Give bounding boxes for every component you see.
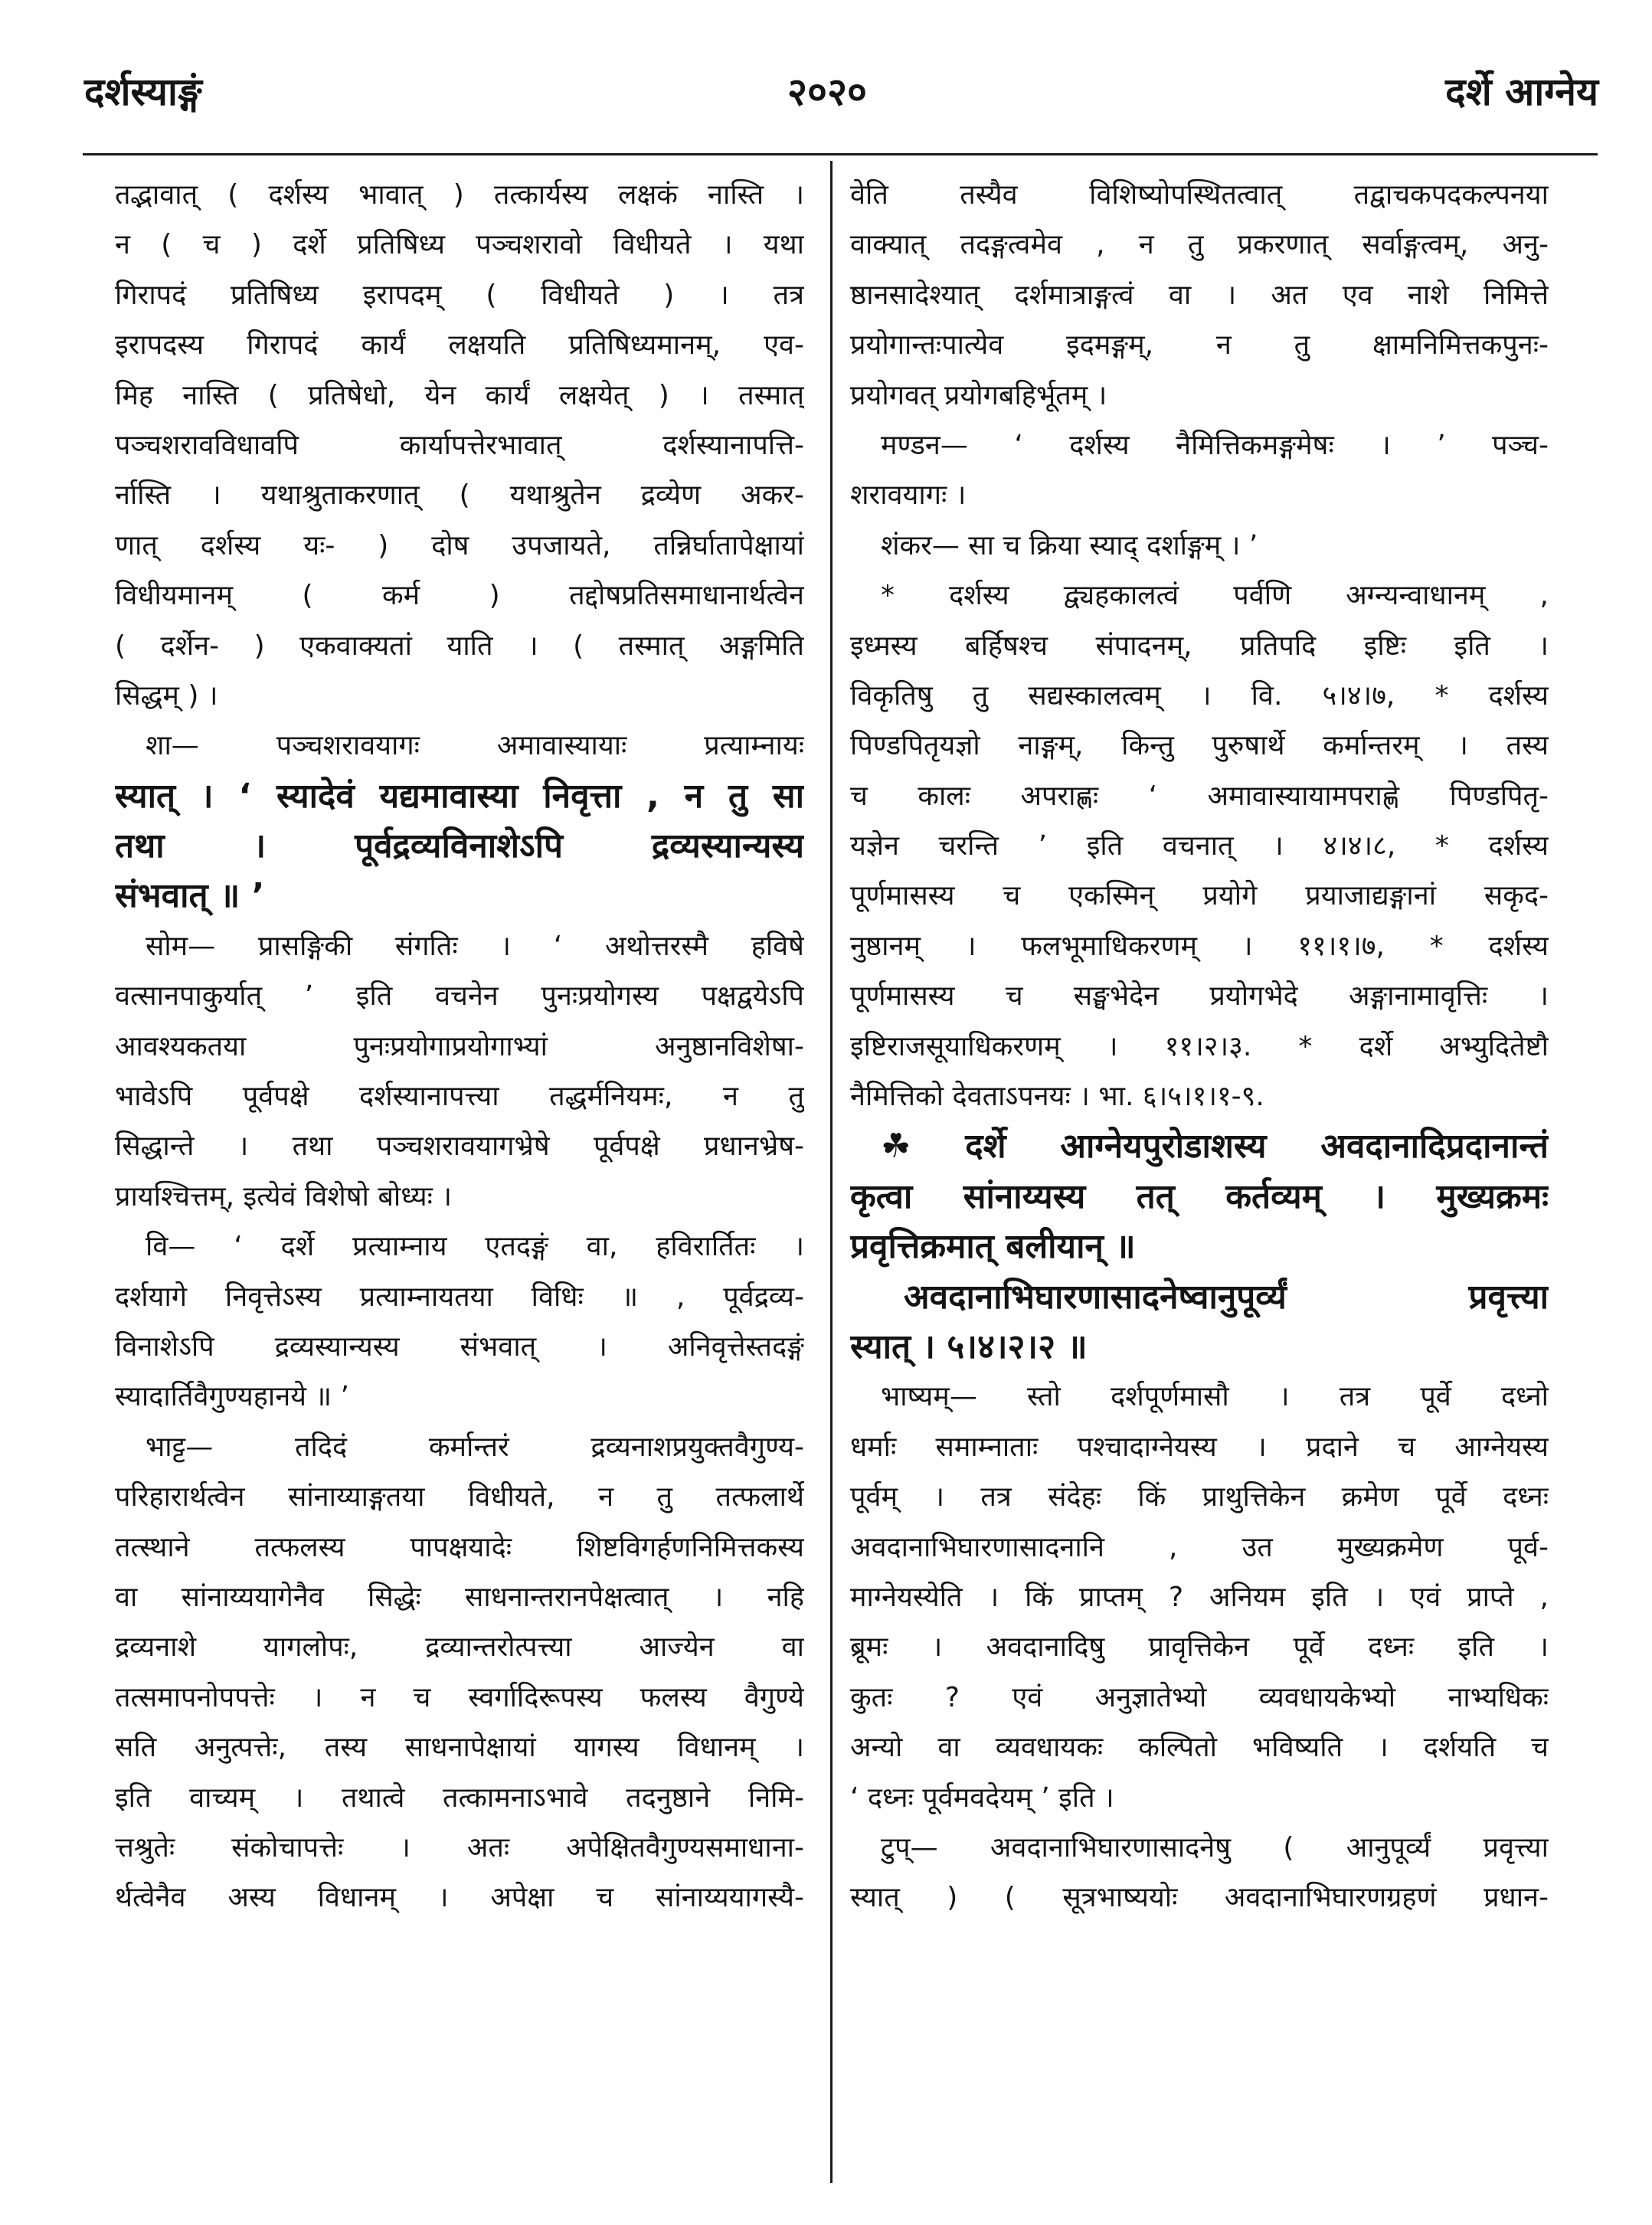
running-head-left: दर्शस्याङ्गं xyxy=(84,70,202,114)
text-line: कृत्वा सांनाय्यस्य तत् कर्तव्यम् । मुख्यक्रमः xyxy=(850,1176,1549,1216)
text-line: पूर्णमासस्य च सङ्घभेदेन प्रयोगभेदे अङ्गानामावृत्तिः । xyxy=(850,980,1549,1013)
column-divider xyxy=(830,161,833,2183)
text-line: नुष्ठानम् । फलभूमाधिकरणम् । ११।१।७, * दर्शस्य xyxy=(850,930,1549,962)
text-line: नैमित्तिको देवताऽपनयः । भा. ६।५।१।१-९. xyxy=(850,1081,1264,1113)
text-line: धर्माः समाम्नाताः पश्चादाग्नेयस्य । प्रदाने च आग्नेयस्य xyxy=(850,1431,1549,1463)
text-line: सिद्धान्ते । तथा पञ्चशरावयागभ्रेषे पूर्वपक्षे प्रधानभ्रेष- xyxy=(115,1130,804,1163)
text-line: द्रव्यनाशे यागलोपः, द्रव्यान्तरोत्पत्त्या आज्येन वा xyxy=(115,1631,804,1664)
text-line: परिहारार्थत्वेन सांनाय्याङ्गतया विधीयते, न तु तत्फलार्थे xyxy=(115,1481,804,1513)
text-line: प्रयोगवत् प्रयोगबहिर्भूतम् । xyxy=(850,379,1107,411)
text-line: मण्डन— ‘ दर्शस्य नैमित्तिकमङ्गमेषः । ’ पञ्च- xyxy=(881,429,1549,461)
text-line: पञ्चशरावविधावपि कार्यापत्तेरभावात् दर्शस्यानापत्ति- xyxy=(115,429,804,461)
text-line: भावेऽपि पूर्वपक्षे दर्शस्यानापत्त्या तद्धर्मनियमः, न तु xyxy=(115,1081,804,1113)
text-line: ‘ दध्नः पूर्वमवदेयम् ’ इति । xyxy=(850,1782,1114,1814)
text-line: शा— पञ्चशरावयागः अमावास्यायाः प्रत्याम्नायः xyxy=(146,730,804,762)
text-line: शरावयागः । xyxy=(850,479,967,512)
text-line: * दर्शस्य द्व्यहकालत्वं पर्वणि अग्न्यन्वाधानम् , xyxy=(881,580,1549,612)
text-line: अन्यो वा व्यवधायकः कल्पितो भविष्यति । दर्शयति च xyxy=(850,1732,1549,1764)
text-line: विनाशेऽपि द्रव्यस्यान्यस्य संभवात् । अनिवृत्तेस्तदङ्गं xyxy=(115,1330,804,1363)
text-line: ष्ठानसादेश्यात् दर्शमात्राङ्गत्वं वा । अत एव नाशे निमित्ते xyxy=(850,279,1549,311)
text-line: टुप्— अवदानाभिघारणासादनेषु ( आनुपूर्व्यं प्रवृत्त्या xyxy=(881,1831,1549,1863)
text-line: शंकर— सा च क्रिया स्याद् दर्शाङ्गम् । ’ xyxy=(881,529,1258,561)
text-line: पूर्वम् । तत्र संदेहः किं प्राथुत्तिकेन क्रमेण पूर्वे दध्नः xyxy=(850,1481,1549,1513)
text-line: वत्सानपाकुर्यात् ’ इति वचनेन पुनःप्रयोगस्य पक्षद्वयेऽपि xyxy=(115,980,804,1013)
text-line: प्रयोगान्तःपात्येव इदमङ्गम्, न तु क्षामनिमित्तकपुनः- xyxy=(850,329,1549,362)
text-line: ☘ दर्शे आग्नेयपुरोडाशस्य अवदानादिप्रदानान्तं xyxy=(881,1127,1549,1166)
text-line: तथा । पूर्वद्रव्यविनाशेऽपि द्रव्यस्यान्यस्य xyxy=(115,826,804,866)
left-column xyxy=(115,170,804,1973)
header-rule xyxy=(83,153,1598,155)
text-line: च कालः अपराह्णः ‘ अमावास्यायामपराह्णे पिण्डपितृ- xyxy=(850,780,1549,812)
text-line: ब्रूमः । अवदानादिषु प्रावृत्तिकेन पूर्वे दध्नः इति । xyxy=(850,1631,1549,1664)
text-line: तत्समापनोपपत्तेः । न च स्वर्गादिरूपस्य फलस्य वैगुण्ये xyxy=(115,1681,804,1713)
text-line xyxy=(115,1923,804,1973)
text-line: स्यात् । ५।४।२।२ ॥ xyxy=(850,1327,1088,1366)
text-line: वेति तस्यैव विशिष्योपस्थितत्वात् तद्वाचकपदकल्पनया xyxy=(850,179,1549,211)
text-line: भाष्यम्— स्तो दर्शपूर्णमासौ । तत्र पूर्वे दध्नो xyxy=(881,1381,1549,1413)
text-line: ( दर्शेन- ) एकवाक्यतां याति । ( तस्मात् अङ्गमिति xyxy=(115,630,804,662)
text-line: विधीयमानम् ( कर्म ) तद्दोषप्रतिसमाधानार्थत्वेन xyxy=(115,580,804,612)
right-column xyxy=(850,170,1549,1923)
text-line: इति वाच्यम् । तथात्वे तत्कामनाऽभावे तदनुष्ठाने निमि- xyxy=(115,1782,804,1814)
text-line: सोम— प्रासङ्गिकी संगतिः । ‘ अथोत्तरस्मै हविषे xyxy=(146,930,804,962)
text-line: कुतः ? एवं अनुज्ञातेभ्यो व्यवधायकेभ्यो नाभ्यधिकः xyxy=(850,1681,1549,1713)
text-line: स्यात् ) ( सूत्रभाष्ययोः अवदानाभिघारणग्रहणं प्रधान- xyxy=(850,1882,1549,1914)
text-line: सति अनुत्पत्तेः, तस्य साधनापेक्षायां यागस्य विधानम् । xyxy=(115,1732,804,1764)
page-number: २०२० xyxy=(787,70,867,114)
text-line: र्नास्ति । यथाश्रुताकरणात् ( यथाश्रुतेन द्रव्येण अकर- xyxy=(115,479,804,512)
text-line: इष्टिराजसूयाधिकरणम् । ११।२।३. * दर्शे अभ्युदितेष्टौ xyxy=(850,1030,1549,1062)
text-line: इरापदस्य गिरापदं कार्यं लक्षयति प्रतिषिध्यमानम्, एव- xyxy=(115,329,804,362)
text-line: संभवात् ॥ ’ xyxy=(115,876,265,916)
text-line: प्रायश्चित्तम्, इत्येवं विशेषो बोध्यः । xyxy=(115,1180,452,1212)
text-line: णात् दर्शस्य यः- ) दोष उपजायते, तन्निर्घातापेक्षायां xyxy=(115,529,804,561)
text-line: यज्ञेन चरन्ति ’ इति वचनात् । ४।४।८, * दर्शस्य xyxy=(850,830,1549,862)
text-line: न ( च ) दर्शे प्रतिषिध्य पञ्चशरावो विधीयते । यथा xyxy=(115,229,804,261)
running-head-right: दर्शे आग्नेय xyxy=(1445,70,1598,114)
text-line: माग्नेयस्येति । किं प्राप्तम् ? अनियम इति । एवं प्राप्ते , xyxy=(850,1581,1549,1613)
text-line: स्यादार्तिवैगुण्यहानये ॥ ’ xyxy=(115,1381,349,1413)
text-line: वि— ‘ दर्शे प्रत्याम्नाय एतदङ्गं वा, हविरार्तितः । xyxy=(146,1231,804,1263)
text-line: तत्स्थाने तत्फलस्य पापक्षयादेः शिष्टविगर्हणनिमित्तकस्य xyxy=(115,1531,804,1563)
text-line: इध्मस्य बर्हिषश्च संपादनम्, प्रतिपदि इष्टिः इति । xyxy=(850,630,1549,662)
text-line: अवदानाभिघारणासादनानि , उत मुख्यक्रमेण पूर्व- xyxy=(850,1531,1549,1563)
text-line: आवश्यकतया पुनःप्रयोगाप्रयोगाभ्यां अनुष्ठानविशेषा- xyxy=(115,1030,804,1062)
text-line: सिद्धम् ) । xyxy=(115,679,218,712)
text-line: दर्शयागे निवृत्तेऽस्य प्रत्याम्नायतया विधिः ॥ , पूर्वद्रव्य- xyxy=(115,1281,804,1313)
text-line: पूर्णमासस्य च एकस्मिन् प्रयोगे प्रयाजाद्यङ्गानां सकृद- xyxy=(850,880,1549,912)
text-line: मिह नास्ति ( प्रतिषेधो, येन कार्यं लक्षयेत् ) । तस्मात् xyxy=(115,379,804,411)
text-line: त्तश्रुतेः संकोचापत्तेः । अतः अपेक्षितवैगुण्यसमाधाना- xyxy=(115,1831,804,1863)
text-line: स्यात् । ‘ स्यादेवं यद्यमावास्या निवृत्ता , न तु सा xyxy=(115,776,804,816)
text-line: तद्भावात् ( दर्शस्य भावात् ) तत्कार्यस्य लक्षकं नास्ति । xyxy=(115,179,804,211)
text-line: प्रवृत्तिक्रमात् बलीयान् ॥ xyxy=(850,1227,1136,1267)
text-line: पिण्डपितृयज्ञो नाङ्गम्, किन्तु पुरुषार्थे कर्मान्तरम् । तस्य xyxy=(850,730,1549,762)
text-line: गिरापदं प्रतिषिध्य इरापदम् ( विधीयते ) । तत्र xyxy=(115,279,804,311)
text-line: अवदानाभिघारणासादनेष्वानुपूर्व्यं प्रवृत्त्या xyxy=(904,1277,1549,1317)
text-line: वा सांनाय्ययागेनैव सिद्धेः साधनान्तरानपेक्षत्वात् । नहि xyxy=(115,1581,804,1613)
text-line: वाक्यात् तदङ्गत्वमेव , न तु प्रकरणात् सर्वाङ्गत्वम्, अनु- xyxy=(850,229,1549,261)
text-line: र्थत्वेनैव अस्य विधानम् । अपेक्षा च सांनाय्ययागस्यै- xyxy=(115,1882,804,1914)
text-line: विकृतिषु तु सद्यस्कालत्वम् । वि. ५।४।७, * दर्शस्य xyxy=(850,679,1549,712)
text-line: भाट्ट— तदिदं कर्मान्तरं द्रव्यनाशप्रयुक्तवैगुण्य- xyxy=(146,1431,804,1463)
